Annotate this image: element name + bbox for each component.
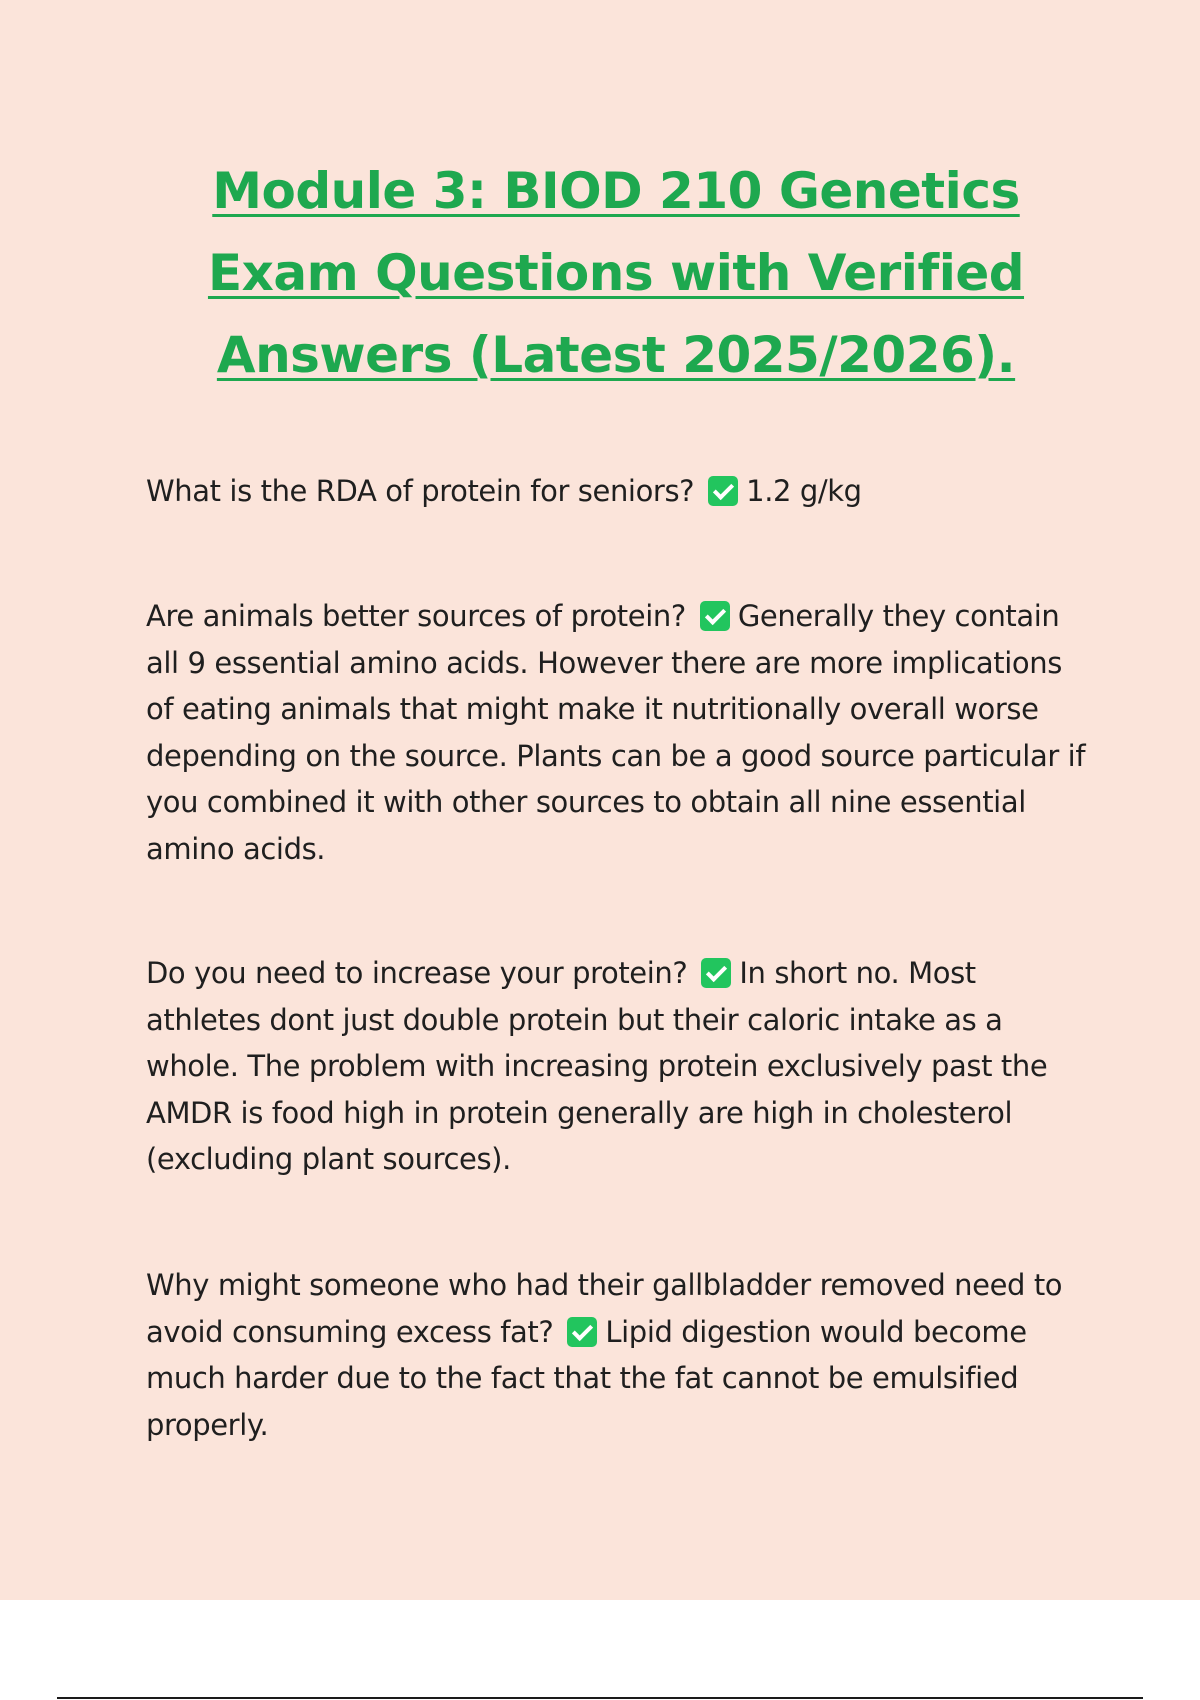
qa-item — [146, 950, 1086, 1183]
answer-text: Generally they contain all 9 essential amino acids. However there are more implications of eating animals that might make it nutritionally overall worse depending on the source. Plants can be a good source particular if you combined it with other sources to obtain all nine essential amino acids. — [146, 599, 1086, 866]
question-text: What is the RDA of protein for seniors? — [146, 474, 695, 508]
document-title: Module 3: BIOD 210 Genetics Exam Questions with Verified Answers (Latest 2025/2026). — [207, 162, 1025, 384]
check-mark-icon — [701, 958, 731, 988]
footer-divider — [57, 1697, 1143, 1699]
question-text: Why might someone who had their gallbladder removed need to avoid consuming excess fat? — [146, 1268, 1063, 1349]
qa-item — [146, 468, 1086, 515]
qa-item — [146, 1262, 1086, 1448]
check-mark-icon — [700, 601, 730, 631]
question-text: Do you need to increase your protein? — [146, 956, 688, 990]
qa-item — [146, 593, 1086, 872]
answer-text: In short no. Most athletes dont just double protein but their caloric intake as a whole. The problem with increasing protein exclusively past the AMDR is food high in protein generally are high in cholesterol (excluding plant sources). — [146, 956, 1048, 1176]
answer-text: Lipid digestion would become much harder due to the fact that the fat cannot be emulsified properly. — [146, 1314, 1027, 1442]
question-text: Are animals better sources of protein? — [146, 599, 686, 633]
answer-text: 1.2 g/kg — [746, 474, 862, 508]
check-mark-icon — [567, 1317, 597, 1347]
check-mark-icon — [708, 476, 738, 506]
